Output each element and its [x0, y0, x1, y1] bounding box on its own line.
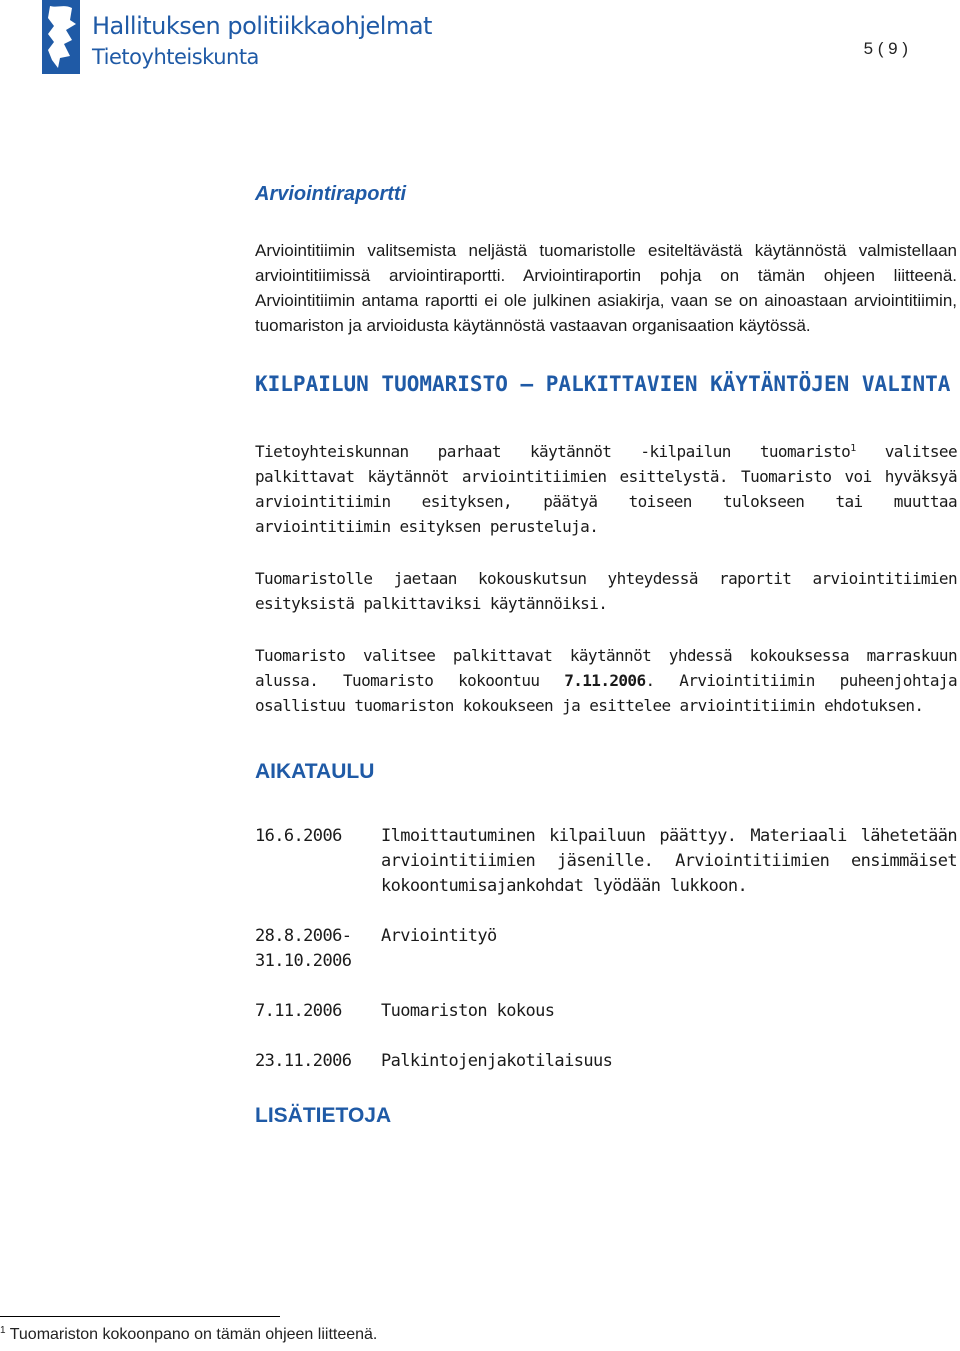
report-paragraph: Arviointitiimin valitsemista neljästä tuomaristolle esiteltävästä käytännöstä valmistellaan arviointitiimissä arviointiraportti. Arviointiraportin pohja on tämän ohjeen liitteenä. Arviointitiimin antama raportti ei ole julkinen asiakirja, vaan se on ainoastaan arviointitiimin, tuomariston ja arvioidusta käytännöstä vastaavan organisaation käytössä.: [255, 241, 957, 335]
footnote-ref[interactable]: 1: [850, 443, 856, 454]
schedule-desc: Palkintojenjakotilaisuus: [381, 1051, 613, 1071]
schedule-row: [255, 1049, 957, 1074]
info-heading: LISÄTIETOJA: [255, 1104, 392, 1127]
meeting-date: 7.11.2006: [564, 671, 646, 690]
footnote-divider: [0, 1316, 280, 1317]
schedule-row: [255, 924, 957, 974]
schedule-desc: Ilmoittautuminen kilpailuun päättyy. Materiaali lähetetään arviointitiimien jäsenille. Arviointitiimien ensimmäiset kokoontumisajankohdat lyödään lukkoon.: [381, 826, 957, 896]
schedule-row: [255, 999, 957, 1024]
schedule-date: 16.6.2006: [255, 826, 342, 846]
document-body: [255, 183, 957, 1128]
logo-emblem: [42, 0, 80, 74]
jury-paragraph-2: Tuomaristolle jaetaan kokouskutsun yhteydessä raportit arviointitiimien esityksistä palkittaviksi käytännöiksi.: [255, 569, 957, 613]
footnote: $^1$ Tuomariston kokoonpano on tämän ohjeen liitteenä.: [0, 1325, 378, 1343]
schedule-date: 7.11.2006: [255, 1001, 342, 1021]
org-subtitle: Tietoyhteiskunta: [92, 45, 259, 69]
jury-heading: KILPAILUN TUOMARISTO – PALKITTAVIEN KÄYTÄNTÖJEN VALINTA: [255, 372, 951, 396]
schedule-desc: Tuomariston kokous: [381, 1001, 555, 1021]
schedule-list: [255, 824, 957, 1074]
schedule-row: [255, 824, 957, 899]
page-number: 5 ( 9 ): [863, 39, 908, 58]
jury-paragraph-1: Tietoyhteiskunnan parhaat käytännöt -kilpailun tuomaristo$^1$ valitsee palkittavat käytännöt arviointitiimien esittelystä. Tuomaristo voi hyväksyä arviointitiimin esityksen, päätyä toiseen tulokseen tai muuttaa arviointitiimin esityksen perusteluja.: [255, 442, 958, 536]
schedule-date: 23.11.2006: [255, 1051, 352, 1071]
jury-paragraph-3: Tuomaristo valitsee palkittavat käytännöt yhdessä kokouksessa marraskuun alussa. Tuomaristo kokoontuu 7.11.2006. Arviointitiimin puheenjohtaja osallistuu tuomariston kokoukseen ja esittelee arviointitiimin ehdotuksen.: [255, 646, 957, 715]
schedule-desc: Arviointityö: [381, 926, 497, 946]
org-name: Hallituksen politiikkaohjelmat: [92, 12, 432, 40]
schedule-heading: AIKATAULU: [255, 760, 375, 783]
report-title: Arviointiraportti: [255, 183, 407, 205]
schedule-date: 28.8.2006- 31.10.2006: [255, 926, 352, 971]
